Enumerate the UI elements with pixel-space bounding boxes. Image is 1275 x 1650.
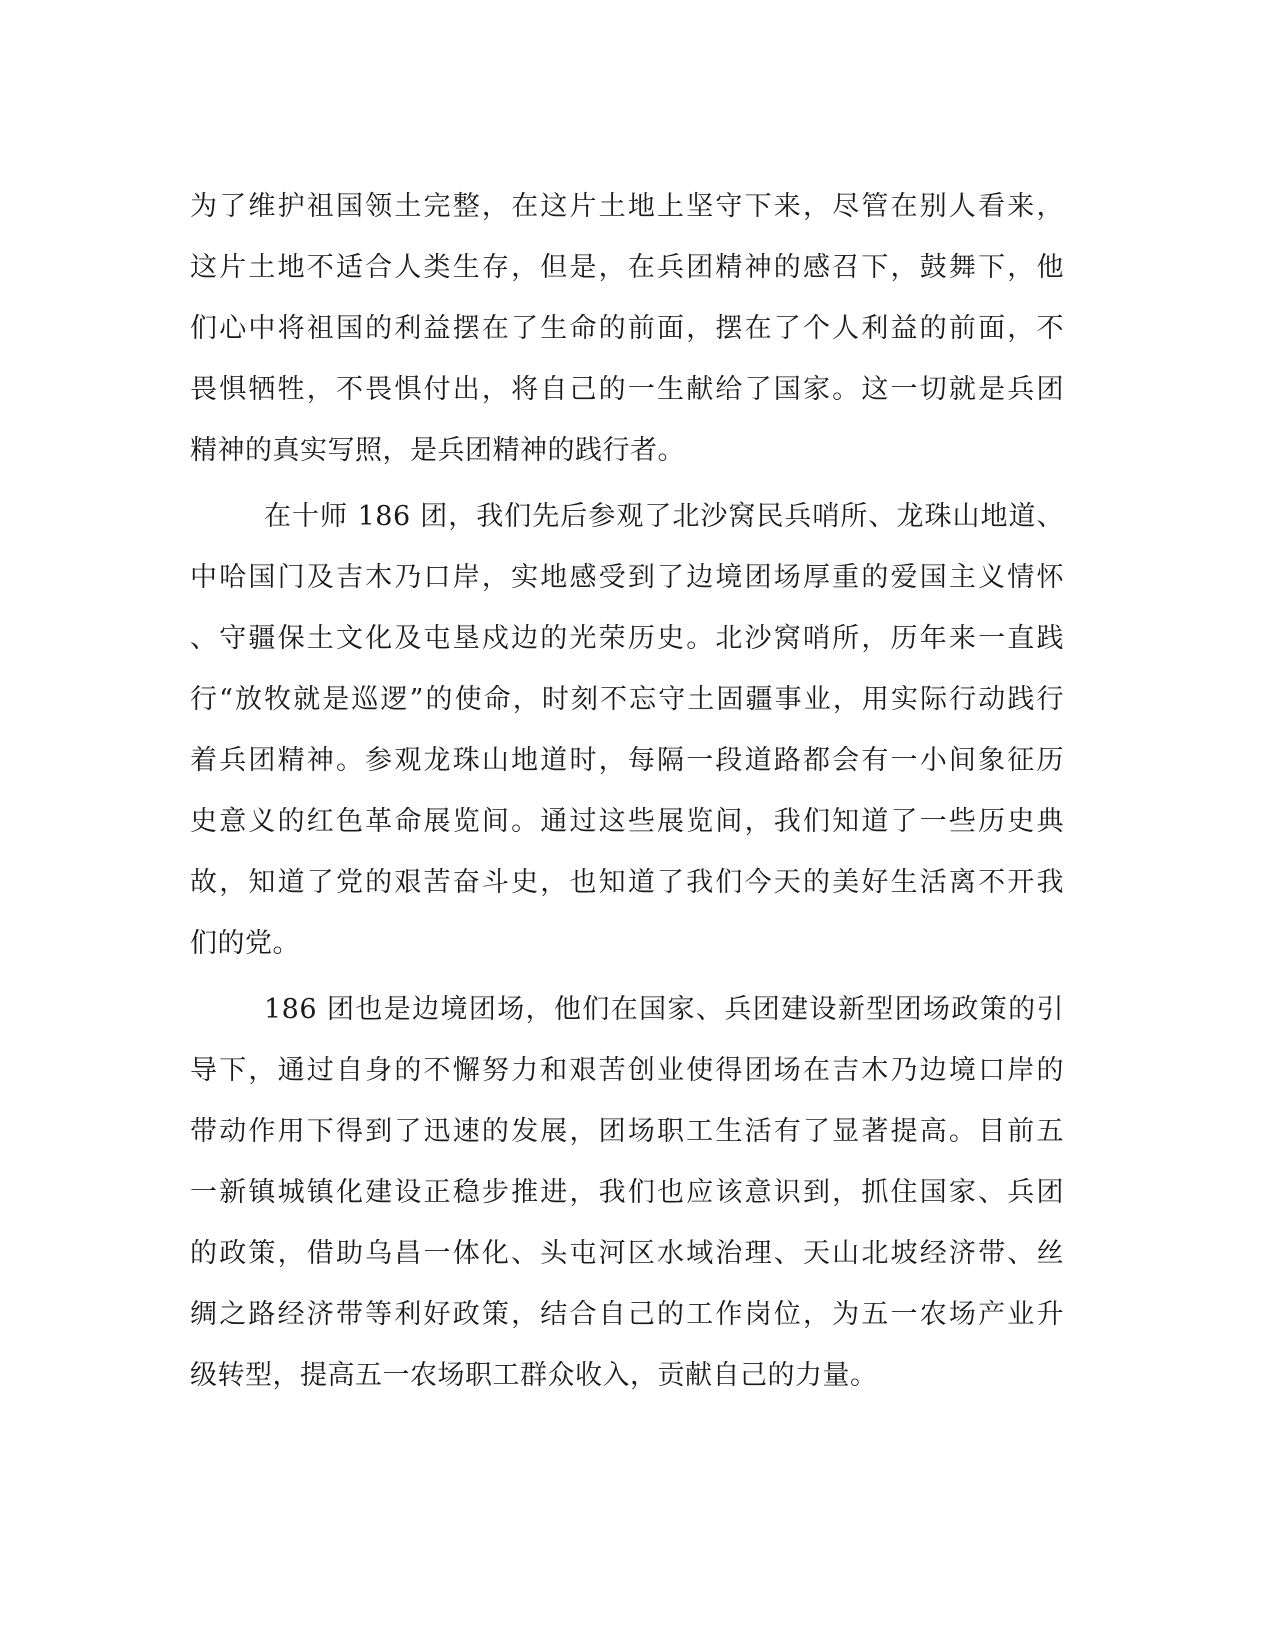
text-line: 史意义的红色革命展览间。通过这些展览间，我们知道了一些历史典	[190, 806, 1064, 837]
text-line: 的政策，借助乌昌一体化、头屯河区水域治理、天山北坡经济带、丝	[190, 1238, 1064, 1269]
text-line: 带动作用下得到了迅速的发展，团场职工生活有了显著提高。目前五	[190, 1116, 1064, 1147]
text-line: 精神的真实写照，是兵团精神的践行者。	[190, 435, 685, 466]
text-line: 畏惧牺牲，不畏惧付出，将自己的一生献给了国家。这一切就是兵团	[190, 374, 1064, 405]
text-line: 这片土地不适合人类生存，但是，在兵团精神的感召下，鼓舞下，他	[190, 252, 1064, 283]
text-line: 故，知道了党的艰苦奋斗史，也知道了我们今天的美好生活离不开我	[190, 867, 1064, 898]
text-line: 们心中将祖国的利益摆在了生命的前面，摆在了个人利益的前面，不	[190, 313, 1064, 344]
text-line: 186 团也是边境团场，他们在国家、兵团建设新型团场政策的引	[264, 994, 1064, 1025]
text-line: 级转型，提高五一农场职工群众收入，贡献自己的力量。	[190, 1360, 878, 1391]
text-line: 们的党。	[190, 928, 300, 959]
text-line: 行“放牧就是巡逻”的使命，时刻不忘守土固疆事业，用实际行动践行	[190, 684, 1064, 715]
paragraph-1	[190, 176, 1064, 481]
text-line: 导下，通过自身的不懈努力和艰苦创业使得团场在吉木乃边境口岸的	[190, 1055, 1064, 1086]
text-line: 在十师 186 团，我们先后参观了北沙窝民兵哨所、龙珠山地道、	[264, 501, 1064, 532]
text-line: 绸之路经济带等利好政策，结合自己的工作岗位，为五一农场产业升	[190, 1299, 1064, 1330]
text-line: 一新镇城镇化建设正稳步推进，我们也应该意识到，抓住国家、兵团	[190, 1177, 1064, 1208]
document-body	[190, 176, 1064, 1406]
text-line: 着兵团精神。参观龙珠山地道时，每隔一段道路都会有一小间象征历	[190, 745, 1064, 776]
paragraph-3	[190, 979, 1064, 1406]
text-line: 为了维护祖国领土完整，在这片土地上坚守下来，尽管在别人看来，	[190, 191, 1064, 222]
text-line: 中哈国门及吉木乃口岸，实地感受到了边境团场厚重的爱国主义情怀	[190, 562, 1064, 593]
text-line: 、守疆保土文化及屯垦戍边的光荣历史。北沙窝哨所，历年来一直践	[190, 623, 1064, 654]
paragraph-2	[190, 486, 1064, 974]
